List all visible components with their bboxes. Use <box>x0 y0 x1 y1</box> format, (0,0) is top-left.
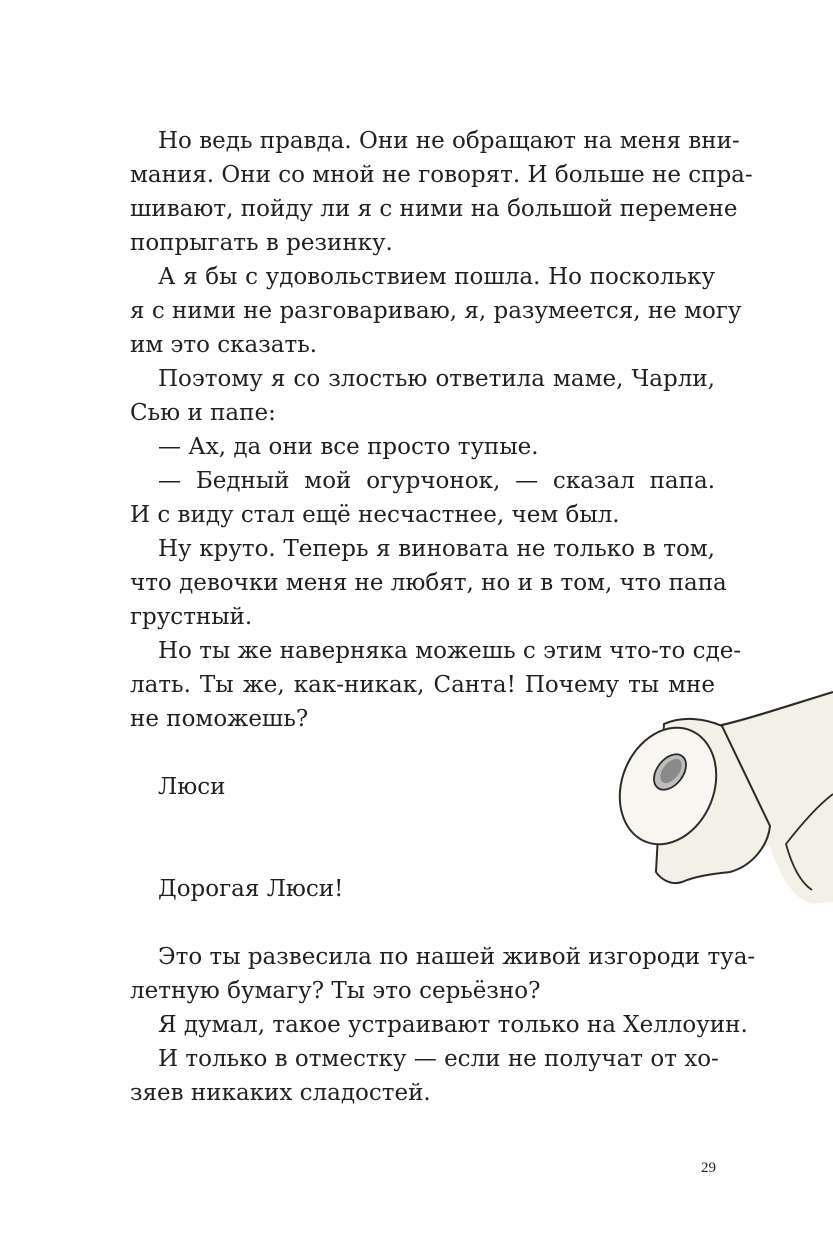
text-line: я с ними не разговариваю, я, разумеется, не могу <box>130 298 742 324</box>
text-line: — Бедный мой огурчонок, — сказал папа. <box>158 468 715 494</box>
text-line: летную бумагу? Ты это серьёзно? <box>130 978 541 1004</box>
letter-signature: Люси <box>158 774 226 800</box>
text-line: Я думал, такое устраивают только на Хеллоуин. <box>158 1012 748 1038</box>
text-line: зяев никаких сладостей. <box>130 1080 431 1106</box>
text-line: И только в отместку — если не получат от хо- <box>158 1046 719 1072</box>
toilet-paper-roll-icon <box>612 676 833 916</box>
text-line: — Ах, да они все просто тупые. <box>158 434 539 460</box>
text-line: мания. Они со мной не говорят. И больше не спра- <box>130 162 753 188</box>
text-line: Сью и папе: <box>130 400 276 426</box>
letter-greeting: Дорогая Люси! <box>158 876 344 902</box>
text-line: Но ты же наверняка можешь с этим что-то сде- <box>158 638 742 664</box>
text-line: попрыгать в резинку. <box>130 230 393 256</box>
text-line: что девочки меня не любят, но и в том, что папа <box>130 570 727 596</box>
text-line: лать. Ты же, как-никак, Санта! Почему ты мне <box>130 672 715 698</box>
text-line: не поможешь? <box>130 706 309 732</box>
page-number: 29 <box>701 1160 716 1176</box>
text-line: им это сказать. <box>130 332 318 358</box>
text-line: Ну круто. Теперь я виновата не только в том, <box>158 536 715 562</box>
body-text <box>130 124 756 1110</box>
text-line: Но ведь правда. Они не обращают на меня вни- <box>158 128 740 154</box>
text-line: Это ты развесила по нашей живой изгороди туа- <box>158 944 756 970</box>
text-line: И с виду стал ещё несчастнее, чем был. <box>130 502 620 528</box>
text-line: Поэтому я со злостью ответила маме, Чарли, <box>158 366 715 392</box>
text-line: шивают, пойду ли я с ними на большой перемене <box>130 196 738 222</box>
text-line: грустный. <box>130 604 253 630</box>
text-line: А я бы с удовольствием пошла. Но поскольку <box>158 264 715 290</box>
